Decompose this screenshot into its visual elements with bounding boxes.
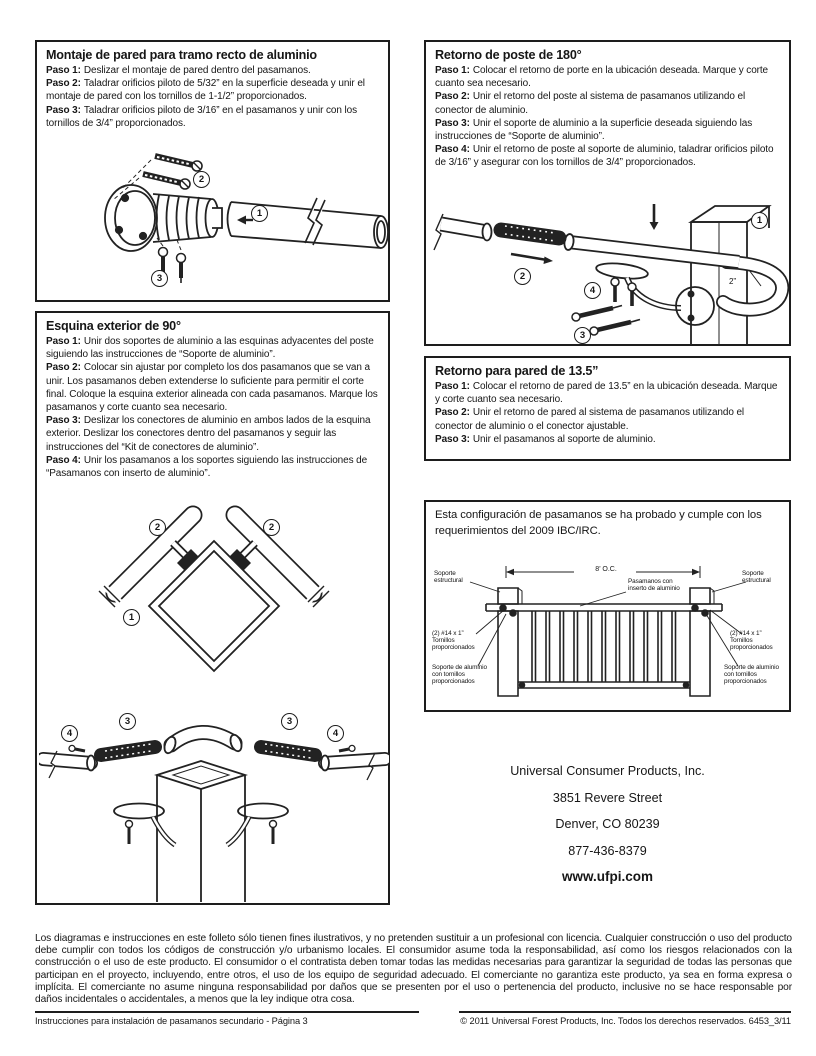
callout-1: 1 [251,205,268,222]
callout-4: 4 [327,725,344,742]
bracket-label-left: Soporte de aluminio con tornillos proporcionados [432,664,487,686]
step: Paso 1: Deslizar el montaje de pared dentro del pasamanos. [46,65,311,76]
bracket-label-right: Soporte de aluminio con tornillos proporcionados [724,664,779,686]
footer-rule-left [35,1011,419,1013]
step: Paso 1: Colocar el retorno de pared de 13.5” en la ubicación deseada. Marque y corte cuanto sea necesario. [435,381,778,406]
section-wall-return [424,356,791,461]
section-exterior-corner [35,311,390,905]
section-wall-mount [35,40,390,302]
step: Paso 3: Unir el soporte de aluminio a la superficie deseada siguiendo las instrucciones de “Soporte de aluminio”. [435,117,753,143]
step: Paso 2: Unir el retorno de pared al sistema de pasamanos utilizando el conector de aluminio o el conector ajustable. [435,407,745,432]
screws-label-right: (2) #14 x 1” Tornillos proporcionados [730,630,773,652]
dim-2in-label: 2” [729,277,736,286]
callout-1: 1 [751,212,768,229]
callout-1: 1 [123,609,140,626]
footer-copyright: © 2011 Universal Forest Products, Inc. Todos los derechos reservados. 6453_3/11 [460,1016,791,1026]
company-name: Universal Consumer Products, Inc. [510,764,705,778]
step: Paso 4: Unir el retorno de poste al soporte de aluminio, taladrar orificios piloto de 3/16” y asegurar con los tornillos de 3/4” proporcionados. [435,144,774,169]
corner-top-view-diagram [45,491,383,697]
callout-3: 3 [574,327,591,344]
post-return-diagram [429,190,789,346]
screws-label-left: (2) #14 x 1” Tornillos proporcionados [432,630,475,652]
step: Paso 2: Colocar sin ajustar por completo los dos pasamanos que se van a unir. Los pasamanos deben extenderse lo suficiente para permitir el corte final. Coloque la esquina exterior alineada con cada pasamanos. Marque los pasamanos y corte cuanto sea necesario. [46,362,378,414]
dim-8ft-label: 8’ O.C. [578,566,634,573]
section-title: Montaje de pared para tramo recto de aluminio [46,48,317,62]
section-title: Retorno para pared de 13.5” [435,364,599,378]
callout-2: 2 [263,519,280,536]
wall-mount-diagram [93,138,389,300]
company-city: Denver, CO 80239 [555,817,660,831]
callout-2: 2 [514,268,531,285]
callout-3: 3 [151,270,168,287]
step: Paso 1: Colocar el retorno de porte en la ubicación deseada. Marque y corte cuanto sea necesario. [435,65,769,90]
section-tested-configuration [424,500,791,712]
section-title: Retorno de poste de 180° [435,48,582,62]
callout-2: 2 [149,519,166,536]
disclaimer-paragraph: Los diagramas e instrucciones en este folleto sólo tienen fines ilustrativos, y no pretenden sustituir a un profesional con licencia. Cualquier construcción o uso del producto debe cumplir con todos los códigos de construcción y/o urbanismo locales. El consumidor asume toda la responsabilidad, así como los riesgos relacionados con la construcción o el uso de este producto. El consumidor o el contratista deben tomar todas las medidas necesarias para garantizar la seguridad de todas las personas que participan en el proyecto, incluyendo, entre otros, el uso de los equipo de seguridad adecuado. El comerciante no garantiza este producto, ya sea en forma expresa o implícita. El comerciante no asume ninguna responsabilidad por daños que se presenten por el uso o pertenencia del producto, inclusive no se hace responsable por daños incidentales o accidentales, a menos que la ley indique otra cosa. [35,933,792,1006]
section-title: Esquina exterior de 90° [46,319,181,333]
railing-section-diagram [430,558,788,710]
step: Paso 3: Taladrar orificios piloto de 3/16” en el pasamanos y unir con los tornillos de 3/4” proporcionados. [46,104,357,129]
step: Paso 4: Unir los pasamanos a los soportes siguiendo las instrucciones de “Pasamanos con inserto de aluminio”. [46,454,368,480]
company-street: 3851 Revere Street [552,790,663,805]
company-phone: 877-436-8379 [568,843,647,858]
tested-config-text: Esta configuración de pasamanos se ha probado y cumple con los requerimientos del 2009 IBC/IRC. [435,509,762,537]
footer-rule-right [459,1011,791,1013]
company-address-block [424,758,791,891]
step: Paso 1: Unir dos soportes de aluminio a las esquinas adyacentes del poste siguiendo las instrucciones de “Soporte de aluminio”. [46,336,374,361]
callout-2: 2 [193,171,210,188]
callout-3: 3 [119,713,136,730]
step: Paso 3: Unir el pasamanos al soporte de aluminio. [435,433,656,445]
support-label-right: Soporte estructural [742,570,771,585]
step: Paso 3: Deslizar los conectores de aluminio en ambos lados de la esquina exterior. Deslizar los conectores dentro del pasamanos y seguir las instrucciones del “Kit de conectores de aluminio”. [46,415,371,453]
rail-label: Pasamanos con inserto de aluminio [628,578,680,593]
support-label-left: Soporte estructural [434,570,463,585]
callout-4: 4 [61,725,78,742]
company-website: www.ufpi.com [562,869,653,884]
section-post-return-180 [424,40,791,346]
footer-page-info: Instrucciones para instalación de pasamanos secundario - Página 3 [35,1016,308,1026]
step: Paso 2: Unir el retorno del poste al sistema de pasamanos utilizando el conector de aluminio. [435,91,746,116]
callout-4: 4 [584,282,601,299]
corner-exploded-diagram [39,697,389,903]
callout-3: 3 [281,713,298,730]
step: Paso 2: Taladrar orificios piloto de 5/32” en la superficie deseada y unir el montaje de pared con los tornillos de 1-1/2” proporcionados. [46,78,365,103]
